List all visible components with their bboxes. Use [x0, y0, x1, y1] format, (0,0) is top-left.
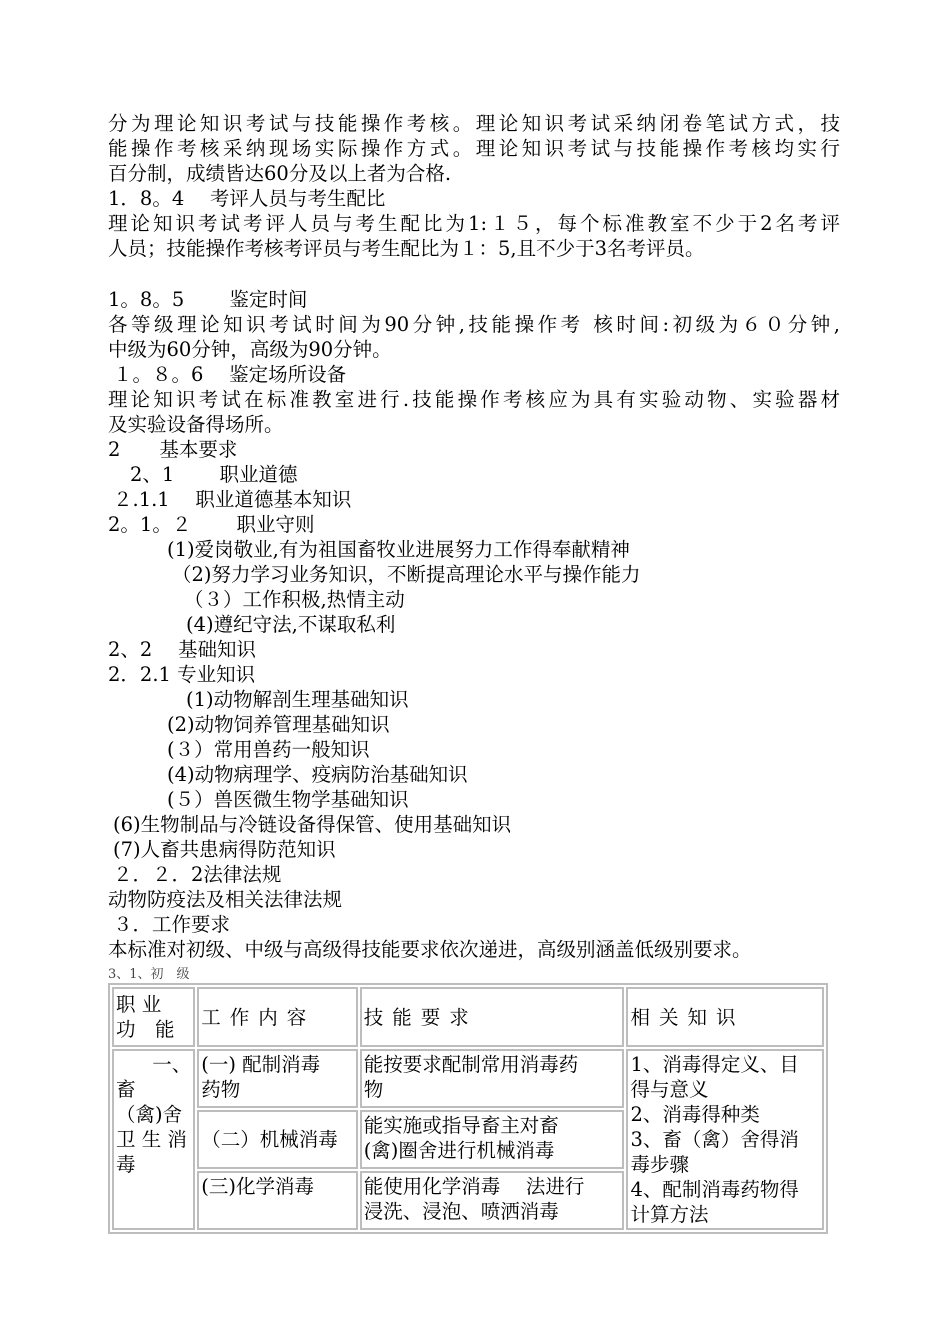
skill-line: 能按要求配制常用消毒药: [363, 1053, 579, 1076]
rule-item: （３）工作积极,热情主动: [184, 588, 405, 611]
section-heading-2-1-1: ２.1.1 职业道德基本知识: [113, 488, 352, 511]
law-line: 动物防疫法及相关法律法规: [108, 888, 343, 911]
section-heading-1-8-5: 1。8。5 鉴定时间: [108, 288, 308, 311]
knowledge-item: (6)生物制品与冷链设备得保管、使用基础知识: [113, 813, 512, 836]
section-heading-3: ３．工作要求: [113, 913, 231, 936]
table-header-row: [112, 987, 824, 1047]
knowledge-line: 4、配制消毒药物得: [630, 1178, 799, 1201]
skill-cell: [360, 1049, 625, 1108]
section-heading-1-8-6: １。８。6 鉴定场所设备: [113, 363, 347, 386]
s185-line-1: 各等级理论知识考试时间为90分钟,技能操作考 核时间:初级为６０分钟,: [108, 313, 840, 336]
knowledge-item: (7)人畜共患病得防范知识: [113, 838, 336, 861]
content-cell: [197, 1110, 357, 1169]
function-line: 毒: [116, 1153, 136, 1176]
function-line: 畜: [116, 1078, 136, 1101]
knowledge-line: 毒步骤: [630, 1153, 689, 1176]
header-content-label: 工作内容: [201, 1005, 316, 1029]
header-knowledge-label: 相关知识: [630, 1005, 745, 1029]
skill-cell: [360, 1110, 625, 1169]
knowledge-item: (1)动物解剖生理基础知识: [186, 688, 409, 711]
header-content: [197, 987, 357, 1047]
skill-line: 能使用化学消毒 法进行: [363, 1175, 585, 1198]
skill-line: 能实施或指导畜主对畜: [363, 1114, 559, 1137]
intro-line-3: 百分制，成绩皆达60分及以上者为合格.: [108, 162, 452, 185]
rule-item: (4)遵纪守法,不谋取私利: [186, 613, 396, 636]
section-heading-2: 2 基本要求: [108, 438, 238, 461]
knowledge-line: 计算方法: [630, 1203, 709, 1226]
knowledge-line: 1、消毒得定义、目: [630, 1053, 799, 1076]
header-skill-label: 技能要求: [363, 1005, 478, 1029]
section-heading-2-2: 2、2 基础知识: [108, 638, 257, 661]
rule-item: (1)爱岗敬业,有为祖国畜牧业进展努力工作得奉献精神: [167, 538, 630, 561]
section-heading-2-1-2: 2。1。２ 职业守则: [108, 513, 315, 536]
knowledge-item: (３）常用兽药一般知识: [167, 738, 370, 761]
knowledge-item: (５）兽医微生物学基础知识: [167, 788, 409, 811]
intro-line-2: 能操作考核采纳现场实际操作方式。理论知识考试与技能操作考核均实行: [108, 137, 840, 160]
s184-line-1: 理论知识考试考评人员与考生配比为1:１５，每个标准教室不少于2名考评: [108, 212, 840, 235]
s186-line-2: 及实验设备得场所。: [108, 413, 284, 436]
knowledge-line: 3、畜（禽）舍得消: [630, 1128, 799, 1151]
s184-line-2: 人员；技能操作考核考评员与考生配比为１：5,且不少于3名考评员。: [108, 237, 705, 260]
knowledge-line: 得与意义: [630, 1078, 709, 1101]
content-cell: [197, 1171, 357, 1230]
knowledge-item: (4)动物病理学、疫病防治基础知识: [167, 763, 468, 786]
header-knowledge: [626, 987, 824, 1047]
skill-line: 浸洗、浸泡、喷洒消毒: [363, 1200, 559, 1223]
knowledge-line: 2、消毒得种类: [630, 1103, 760, 1126]
content-line: 药物: [201, 1078, 241, 1101]
knowledge-cell: [626, 1049, 824, 1230]
s3-line-1: 本标准对初级、中级与高级得技能要求依次递进，高级别涵盖低级别要求。: [108, 938, 752, 961]
knowledge-item: (2)动物饲养管理基础知识: [167, 713, 390, 736]
section-heading-1-8-4: 1．8。4 考评人员与考生配比: [108, 187, 386, 210]
function-line: 卫 生 消: [116, 1128, 187, 1151]
content-line: (三)化学消毒: [201, 1175, 314, 1198]
header-skill: [360, 987, 625, 1047]
section-heading-2-2-1: 2．2.1 专业知识: [108, 663, 256, 686]
skill-line: 物: [363, 1078, 384, 1101]
function-line: 一、: [152, 1053, 192, 1076]
skills-table: [108, 983, 828, 1234]
table-row: [112, 1049, 824, 1108]
section-heading-2-2-2: ２．２．2法律法规: [113, 863, 282, 886]
function-cell: [112, 1049, 195, 1230]
skill-line: (禽)圈舍进行机械消毒: [363, 1139, 555, 1162]
content-line: （二）机械消毒: [201, 1128, 338, 1151]
intro-line-1: 分为理论知识考试与技能操作考核。理论知识考试采纳闭卷笔试方式，技: [108, 112, 840, 135]
section-heading-2-1: 2、1 职业道德: [130, 463, 298, 486]
header-function-line2: 功 能: [116, 1018, 175, 1041]
header-function-line1: 职 业: [116, 993, 162, 1016]
rule-item: （2)努力学习业务知识，不断提高理论水平与操作能力: [172, 563, 641, 586]
function-line: （禽)舍: [116, 1103, 183, 1126]
s186-line-1: 理论知识考试在标准教室进行.技能操作考核应为具有实验动物、实验器材: [108, 388, 840, 411]
s185-line-2: 中级为60分钟，高级为90分钟。: [108, 338, 392, 361]
header-function: [112, 987, 195, 1047]
section-heading-3-1: 3、1、初 级: [108, 967, 190, 982]
content-cell: [197, 1049, 357, 1108]
content-line: (一) 配制消毒: [201, 1053, 321, 1076]
skill-cell: [360, 1171, 625, 1230]
